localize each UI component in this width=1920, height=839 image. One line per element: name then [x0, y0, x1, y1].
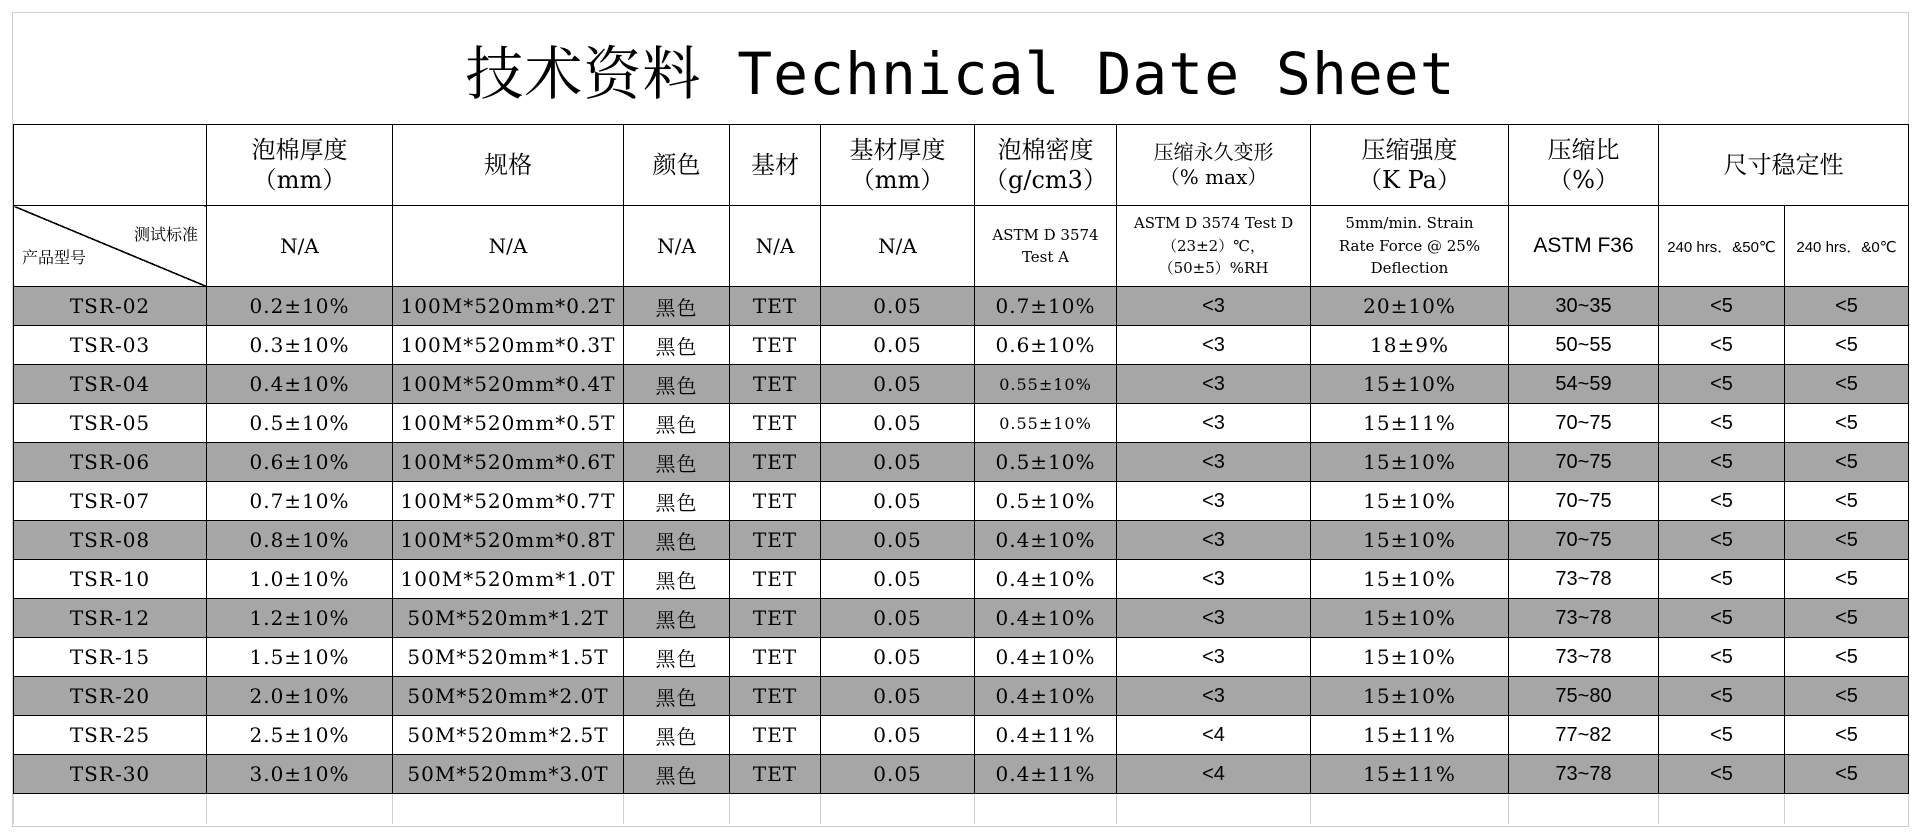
cell-spec: 50M*520mm*1.5T	[393, 638, 624, 677]
cell-thickness: 0.2±10%	[207, 287, 393, 326]
corner-product-model: 产品型号	[22, 248, 87, 267]
cell-stability-0c: <5	[1785, 326, 1909, 365]
cell-compression-ratio: 70~75	[1509, 404, 1659, 443]
header-color: 颜色	[624, 125, 730, 206]
cell-stability-50c: <5	[1659, 560, 1785, 599]
cell-spec: 50M*520mm*1.2T	[393, 599, 624, 638]
cell-thickness: 0.8±10%	[207, 521, 393, 560]
cell-base-thickness: 0.05	[821, 716, 975, 755]
cell-compression-ratio: 70~75	[1509, 443, 1659, 482]
cell-thickness: 0.3±10%	[207, 326, 393, 365]
table-row	[14, 443, 1909, 482]
cell-base-thickness: 0.05	[821, 404, 975, 443]
cell-compression-set: <4	[1117, 716, 1311, 755]
cell-stability-50c: <5	[1659, 404, 1785, 443]
cell-base-thickness: 0.05	[821, 677, 975, 716]
empty-cell	[821, 794, 975, 825]
cell-compression-set: <3	[1117, 560, 1311, 599]
cell-stability-50c: <5	[1659, 443, 1785, 482]
header-foam-thickness: 泡棉厚度 （mm）	[207, 125, 393, 206]
table-row	[14, 560, 1909, 599]
std-compression-strength: 5mm/min. Strain Rate Force @ 25% Deflection	[1311, 206, 1509, 287]
header-compression-ratio: 压缩比 （%）	[1509, 125, 1659, 206]
cell-model: TSR-10	[14, 560, 207, 599]
cell-stability-50c: <5	[1659, 599, 1785, 638]
cell-compression-strength: 15±10%	[1311, 521, 1509, 560]
cell-spec: 50M*520mm*2.0T	[393, 677, 624, 716]
cell-compression-strength: 15±10%	[1311, 599, 1509, 638]
cell-density: 0.4±10%	[975, 677, 1117, 716]
cell-color: 黑色	[624, 365, 730, 404]
header-base: 基材	[730, 125, 821, 206]
std-compression-ratio: ASTM F36	[1509, 206, 1659, 287]
cell-base-thickness: 0.05	[821, 599, 975, 638]
empty-cell	[1311, 794, 1509, 825]
cell-base: TET	[730, 716, 821, 755]
cell-compression-set: <3	[1117, 443, 1311, 482]
cell-spec: 100M*520mm*0.5T	[393, 404, 624, 443]
cell-compression-set: <3	[1117, 365, 1311, 404]
cell-compression-ratio: 73~78	[1509, 755, 1659, 794]
cell-stability-50c: <5	[1659, 716, 1785, 755]
cell-base-thickness: 0.05	[821, 443, 975, 482]
cell-stability-0c: <5	[1785, 677, 1909, 716]
cell-base-thickness: 0.05	[821, 326, 975, 365]
cell-stability-0c: <5	[1785, 638, 1909, 677]
cell-spec: 100M*520mm*0.4T	[393, 365, 624, 404]
cell-base-thickness: 0.05	[821, 755, 975, 794]
cell-color: 黑色	[624, 755, 730, 794]
cell-color: 黑色	[624, 326, 730, 365]
cell-base: TET	[730, 755, 821, 794]
cell-density: 0.4±11%	[975, 755, 1117, 794]
cell-compression-ratio: 73~78	[1509, 638, 1659, 677]
cell-spec: 100M*520mm*0.6T	[393, 443, 624, 482]
cell-spec: 50M*520mm*2.5T	[393, 716, 624, 755]
std-compression-set: ASTM D 3574 Test D （23±2）℃， （50±5）%RH	[1117, 206, 1311, 287]
cell-compression-set: <3	[1117, 326, 1311, 365]
cell-thickness: 0.4±10%	[207, 365, 393, 404]
cell-base: TET	[730, 443, 821, 482]
cell-spec: 100M*520mm*0.3T	[393, 326, 624, 365]
empty-cell	[624, 794, 730, 825]
cell-density: 0.5±10%	[975, 482, 1117, 521]
empty-cell	[1785, 794, 1909, 825]
std-base: N/A	[730, 206, 821, 287]
header-blank	[14, 125, 207, 206]
cell-compression-strength: 15±10%	[1311, 638, 1509, 677]
cell-base: TET	[730, 521, 821, 560]
cell-density: 0.6±10%	[975, 326, 1117, 365]
cell-compression-set: <3	[1117, 521, 1311, 560]
cell-stability-0c: <5	[1785, 560, 1909, 599]
cell-stability-50c: <5	[1659, 326, 1785, 365]
corner-test-standard: 测试标准	[133, 225, 198, 244]
table-row	[14, 326, 1909, 365]
technical-data-sheet	[12, 12, 1909, 827]
cell-compression-ratio: 30~35	[1509, 287, 1659, 326]
cell-thickness: 1.0±10%	[207, 560, 393, 599]
cell-stability-0c: <5	[1785, 521, 1909, 560]
cell-thickness: 1.5±10%	[207, 638, 393, 677]
cell-stability-50c: <5	[1659, 482, 1785, 521]
std-base-thickness: N/A	[821, 206, 975, 287]
cell-base-thickness: 0.05	[821, 560, 975, 599]
cell-stability-50c: <5	[1659, 677, 1785, 716]
cell-compression-strength: 20±10%	[1311, 287, 1509, 326]
cell-stability-50c: <5	[1659, 638, 1785, 677]
cell-compression-strength: 15±10%	[1311, 560, 1509, 599]
cell-density: 0.7±10%	[975, 287, 1117, 326]
cell-color: 黑色	[624, 521, 730, 560]
cell-model: TSR-05	[14, 404, 207, 443]
cell-compression-ratio: 54~59	[1509, 365, 1659, 404]
cell-color: 黑色	[624, 560, 730, 599]
cell-density: 0.55±10%	[975, 404, 1117, 443]
cell-color: 黑色	[624, 482, 730, 521]
cell-model: TSR-20	[14, 677, 207, 716]
sheet-title: 技术资料 Technical Date Sheet	[465, 39, 1456, 108]
cell-compression-set: <3	[1117, 482, 1311, 521]
header-compression-strength: 压缩强度 （K Pa）	[1311, 125, 1509, 206]
table-row	[14, 521, 1909, 560]
empty-row	[14, 794, 1909, 825]
cell-compression-strength: 18±9%	[1311, 326, 1509, 365]
cell-stability-50c: <5	[1659, 365, 1785, 404]
spec-table	[13, 124, 1909, 824]
cell-base: TET	[730, 638, 821, 677]
cell-compression-strength: 15±10%	[1311, 365, 1509, 404]
cell-stability-0c: <5	[1785, 404, 1909, 443]
cell-compression-ratio: 75~80	[1509, 677, 1659, 716]
table-row	[14, 755, 1909, 794]
cell-thickness: 0.7±10%	[207, 482, 393, 521]
cell-stability-0c: <5	[1785, 365, 1909, 404]
cell-model: TSR-04	[14, 365, 207, 404]
header-dimensional-stability: 尺寸稳定性	[1659, 125, 1909, 206]
cell-stability-50c: <5	[1659, 755, 1785, 794]
cell-compression-set: <3	[1117, 638, 1311, 677]
cell-color: 黑色	[624, 638, 730, 677]
cell-compression-set: <3	[1117, 599, 1311, 638]
cell-color: 黑色	[624, 443, 730, 482]
cell-base: TET	[730, 560, 821, 599]
cell-base: TET	[730, 482, 821, 521]
table-row	[14, 716, 1909, 755]
empty-cell	[730, 794, 821, 825]
cell-density: 0.4±10%	[975, 521, 1117, 560]
cell-spec: 100M*520mm*0.2T	[393, 287, 624, 326]
cell-thickness: 0.5±10%	[207, 404, 393, 443]
cell-model: TSR-25	[14, 716, 207, 755]
table-row	[14, 638, 1909, 677]
cell-base: TET	[730, 677, 821, 716]
cell-base-thickness: 0.05	[821, 482, 975, 521]
cell-base: TET	[730, 365, 821, 404]
table-row	[14, 365, 1909, 404]
cell-color: 黑色	[624, 404, 730, 443]
empty-cell	[1659, 794, 1785, 825]
cell-thickness: 0.6±10%	[207, 443, 393, 482]
header-spec: 规格	[393, 125, 624, 206]
empty-cell	[393, 794, 624, 825]
cell-model: TSR-03	[14, 326, 207, 365]
cell-compression-strength: 15±11%	[1311, 716, 1509, 755]
cell-compression-set: <3	[1117, 287, 1311, 326]
cell-base: TET	[730, 326, 821, 365]
cell-model: TSR-07	[14, 482, 207, 521]
cell-compression-strength: 15±11%	[1311, 755, 1509, 794]
cell-thickness: 2.0±10%	[207, 677, 393, 716]
cell-base-thickness: 0.05	[821, 365, 975, 404]
cell-spec: 100M*520mm*1.0T	[393, 560, 624, 599]
std-spec: N/A	[393, 206, 624, 287]
cell-base-thickness: 0.05	[821, 287, 975, 326]
std-density: ASTM D 3574 Test A	[975, 206, 1117, 287]
corner-cell	[14, 206, 207, 287]
cell-density: 0.4±10%	[975, 638, 1117, 677]
cell-thickness: 3.0±10%	[207, 755, 393, 794]
table-row	[14, 404, 1909, 443]
header-compression-set: 压缩永久变形 （% max）	[1117, 125, 1311, 206]
empty-cell	[1509, 794, 1659, 825]
header-density: 泡棉密度 （g/cm3）	[975, 125, 1117, 206]
cell-thickness: 1.2±10%	[207, 599, 393, 638]
cell-compression-ratio: 70~75	[1509, 521, 1659, 560]
cell-stability-0c: <5	[1785, 287, 1909, 326]
cell-compression-set: <4	[1117, 755, 1311, 794]
cell-compression-ratio: 73~78	[1509, 560, 1659, 599]
cell-compression-strength: 15±10%	[1311, 677, 1509, 716]
table-row	[14, 599, 1909, 638]
cell-density: 0.5±10%	[975, 443, 1117, 482]
table-row	[14, 677, 1909, 716]
empty-cell	[207, 794, 393, 825]
std-foam-thickness: N/A	[207, 206, 393, 287]
cell-color: 黑色	[624, 677, 730, 716]
empty-cell	[975, 794, 1117, 825]
cell-stability-0c: <5	[1785, 716, 1909, 755]
cell-base-thickness: 0.05	[821, 638, 975, 677]
cell-base-thickness: 0.05	[821, 521, 975, 560]
cell-spec: 50M*520mm*3.0T	[393, 755, 624, 794]
cell-stability-50c: <5	[1659, 521, 1785, 560]
cell-compression-ratio: 70~75	[1509, 482, 1659, 521]
header-base-thickness: 基材厚度 （mm）	[821, 125, 975, 206]
cell-spec: 100M*520mm*0.7T	[393, 482, 624, 521]
cell-compression-ratio: 73~78	[1509, 599, 1659, 638]
cell-model: TSR-15	[14, 638, 207, 677]
cell-model: TSR-12	[14, 599, 207, 638]
cell-model: TSR-08	[14, 521, 207, 560]
cell-stability-0c: <5	[1785, 482, 1909, 521]
std-stability-0c: 240 hrs．&0℃	[1785, 206, 1909, 287]
cell-compression-ratio: 50~55	[1509, 326, 1659, 365]
cell-compression-set: <3	[1117, 677, 1311, 716]
table-row	[14, 287, 1909, 326]
table-row	[14, 482, 1909, 521]
cell-base: TET	[730, 599, 821, 638]
cell-compression-ratio: 77~82	[1509, 716, 1659, 755]
cell-model: TSR-30	[14, 755, 207, 794]
cell-compression-strength: 15±10%	[1311, 482, 1509, 521]
cell-density: 0.55±10%	[975, 365, 1117, 404]
cell-density: 0.4±10%	[975, 560, 1117, 599]
cell-density: 0.4±10%	[975, 599, 1117, 638]
cell-spec: 100M*520mm*0.8T	[393, 521, 624, 560]
cell-color: 黑色	[624, 599, 730, 638]
cell-compression-set: <3	[1117, 404, 1311, 443]
std-color: N/A	[624, 206, 730, 287]
empty-cell	[1117, 794, 1311, 825]
cell-compression-strength: 15±10%	[1311, 443, 1509, 482]
cell-base: TET	[730, 287, 821, 326]
std-stability-50c: 240 hrs．&50℃	[1659, 206, 1785, 287]
cell-base: TET	[730, 404, 821, 443]
cell-color: 黑色	[624, 716, 730, 755]
cell-color: 黑色	[624, 287, 730, 326]
cell-density: 0.4±11%	[975, 716, 1117, 755]
cell-compression-strength: 15±11%	[1311, 404, 1509, 443]
standards-row	[14, 206, 1909, 287]
header-row	[14, 125, 1909, 206]
cell-stability-0c: <5	[1785, 599, 1909, 638]
cell-stability-50c: <5	[1659, 287, 1785, 326]
cell-stability-0c: <5	[1785, 443, 1909, 482]
empty-cell	[14, 794, 207, 825]
cell-model: TSR-02	[14, 287, 207, 326]
cell-thickness: 2.5±10%	[207, 716, 393, 755]
cell-model: TSR-06	[14, 443, 207, 482]
cell-stability-0c: <5	[1785, 755, 1909, 794]
